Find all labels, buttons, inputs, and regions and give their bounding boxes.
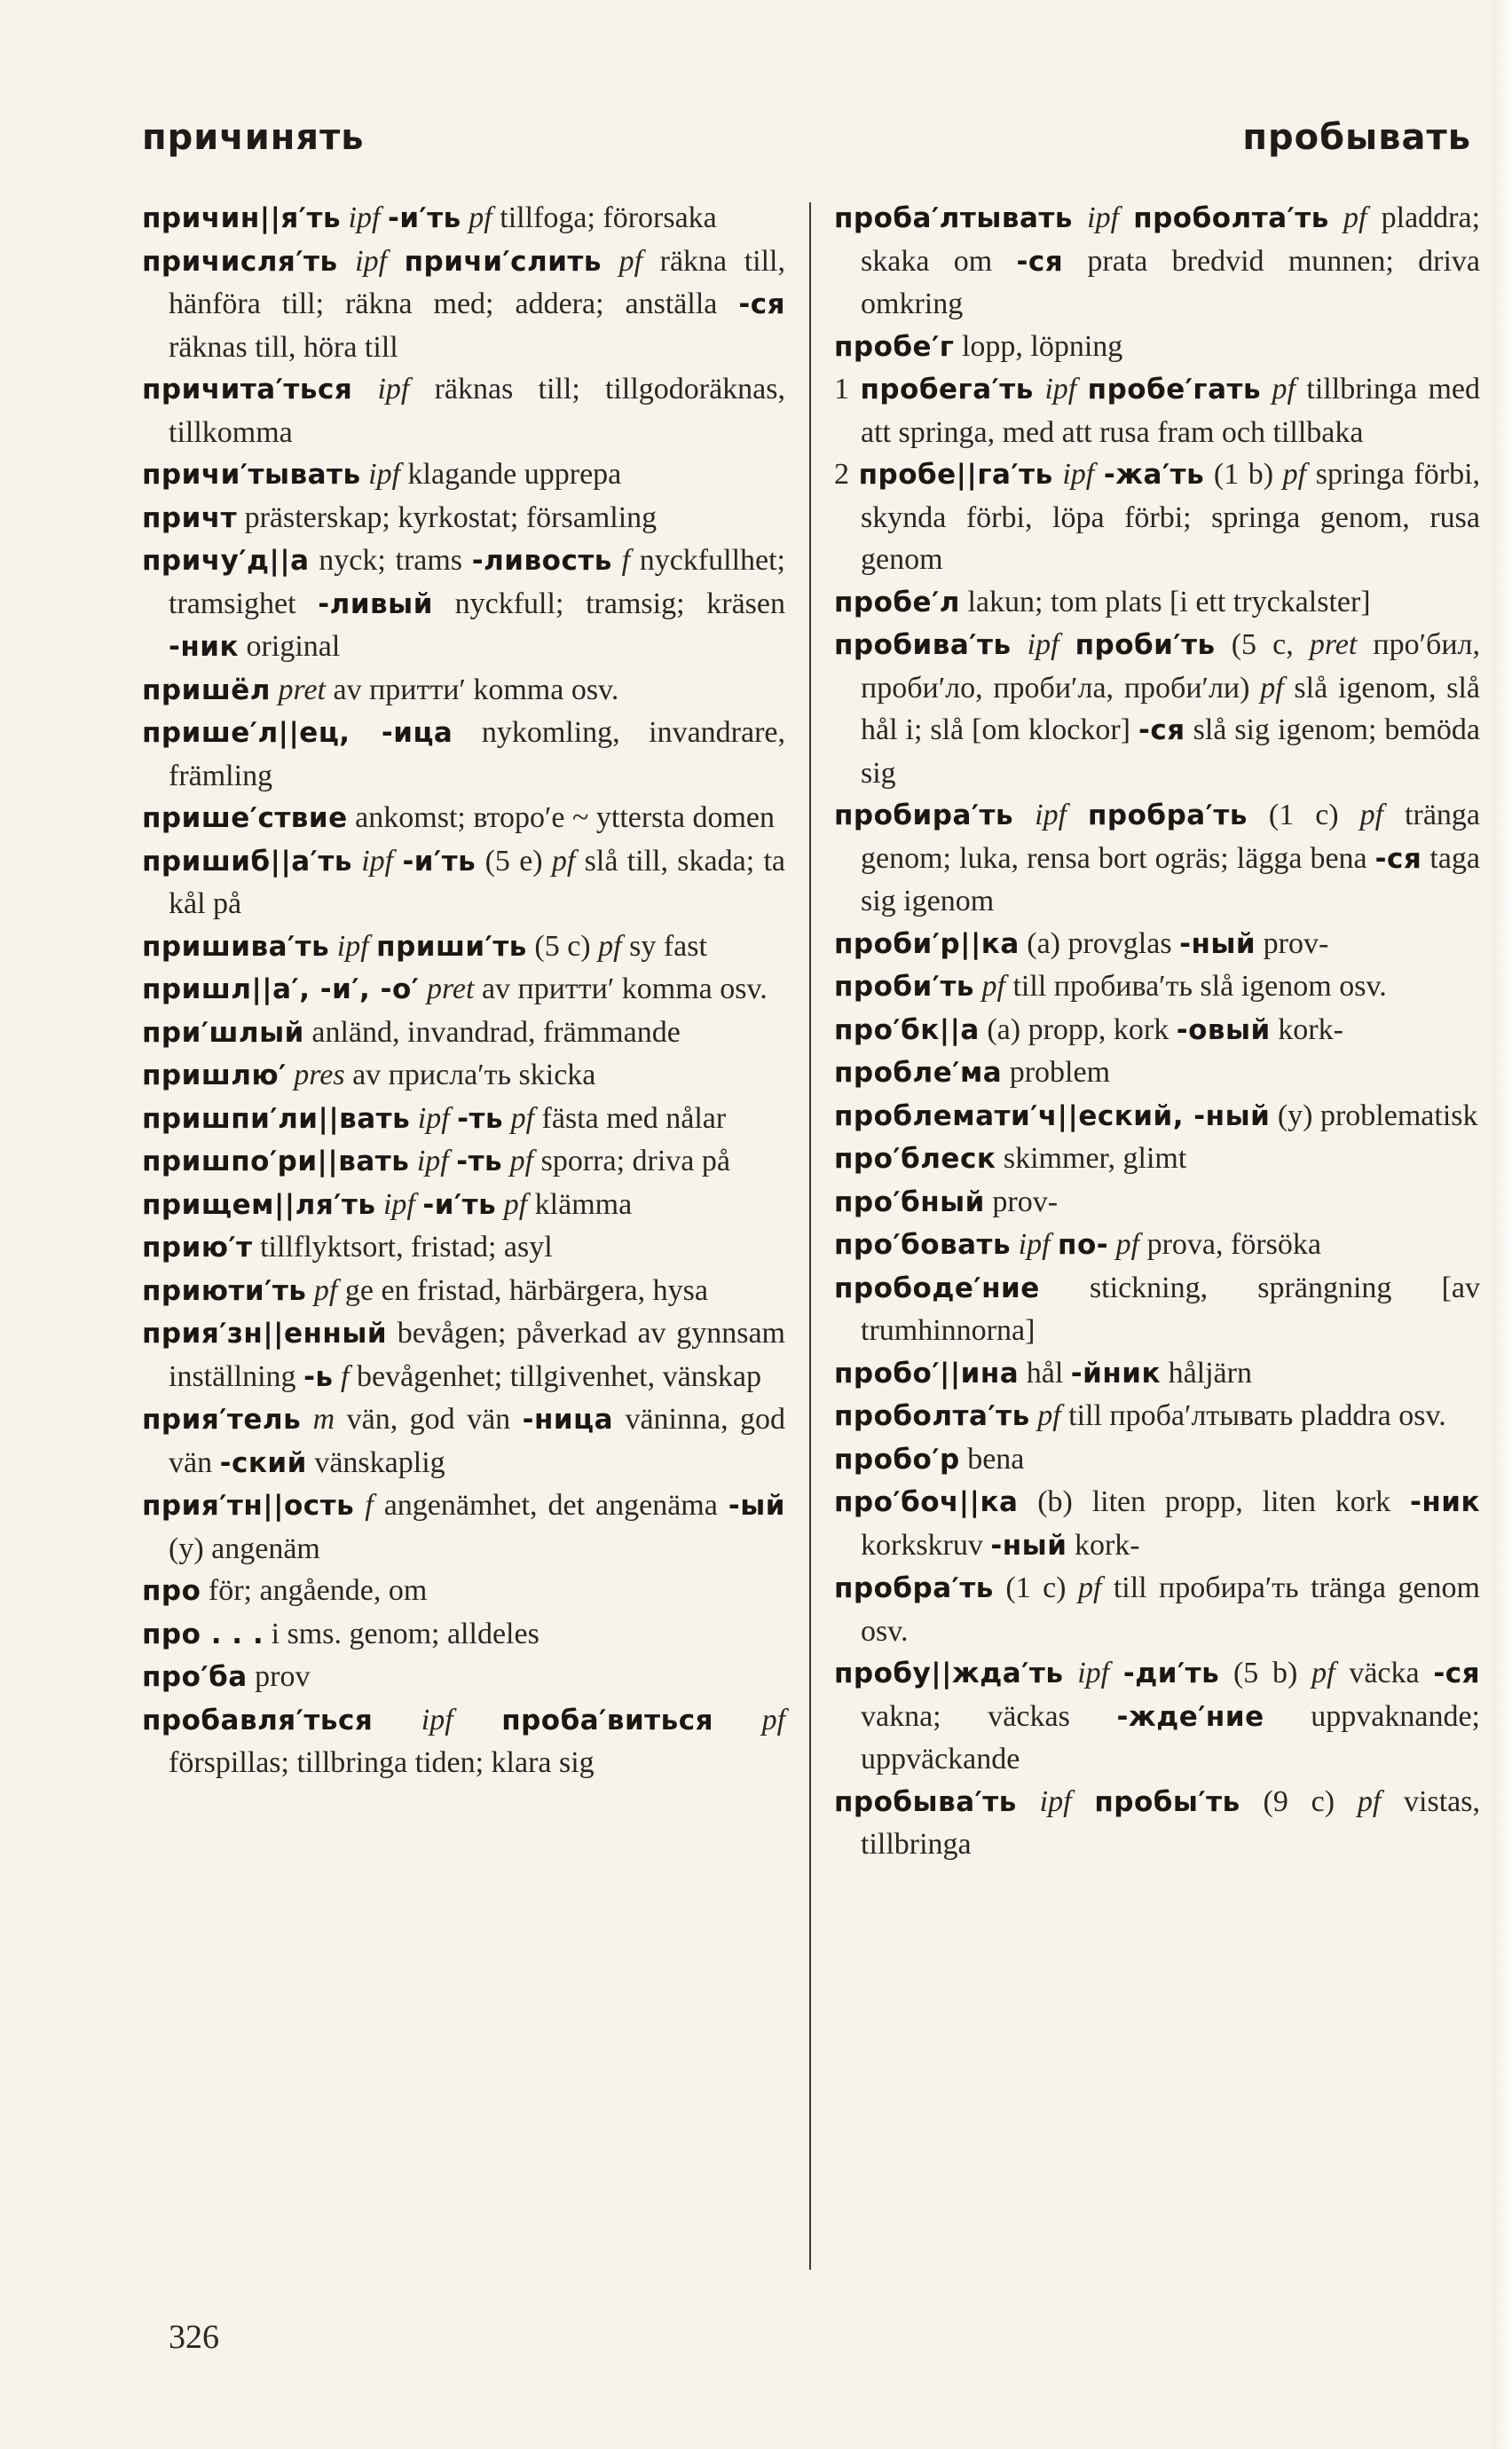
dictionary-entry: причу′д||а nyck; trams -ливость f nyckfullhet; tramsighet -ливый nyckfull; tramsig; kräsen -ник original: [142, 544, 786, 663]
dictionary-entry: причи′тывать ipf klagande upprepa: [142, 458, 622, 491]
dictionary-entry: пробыва′ть ipf пробы′ть (9 c) pf vistas, tillbringa: [834, 1784, 1481, 1861]
dictionary-entry: проболта′ть pf till проба′лтывать pladdra osv.: [834, 1399, 1446, 1432]
left-column: [142, 197, 785, 1784]
dictionary-entry: прише′ствие ankomst; второ′е ~ yttersta domen: [142, 801, 775, 834]
dictionary-entry: про′бный prov-: [834, 1185, 1059, 1218]
dictionary-entry: пришпо′ри||вать ipf -ть pf sporra; driva på: [142, 1145, 730, 1177]
dictionary-entry: пробу||жда′ть ipf -ди′ть (5 b) pf väcka -ся vakna; väckas -жде′ние uppvaknande; uppväckande: [834, 1657, 1480, 1776]
dictionary-entry: пробива′ть ipf проби′ть (5 c, pret про′бил, проби′ло, проби′ла, проби′ли) pf slå igenom, slå hål i; slå [om klockor] -ся slå sig igenom; bemöda sig: [834, 628, 1480, 790]
dictionary-entry: пришёл pret av притти′ komma osv.: [142, 673, 619, 706]
dictionary-entry: проби′ть pf till пробива′ть slå igenom osv.: [834, 970, 1387, 1003]
dictionary-entry: пришпи′ли||вать ipf -ть pf fästa med nålar: [142, 1101, 727, 1135]
dictionary-entry: пробе′л lakun; tom plats [i ett tryckalster]: [834, 585, 1371, 618]
dictionary-entry: приюти′ть pf ge en fristad, härbärgera, hysa: [142, 1273, 708, 1307]
dictionary-entry: 2 пробе||га′ть ipf -жа′ть (1 b) pf springa förbi, skynda förbi, löpa förbi; springa genom, rusa genom: [834, 458, 1481, 576]
dictionary-entry: причита′ться ipf räknas till; tillgodoräknas, tillkomma: [142, 373, 785, 449]
dictionary-entry: про . . . i sms. genom; alldeles: [142, 1617, 539, 1650]
dictionary-entry: пробо′||ина hål -йник håljärn: [834, 1356, 1252, 1390]
dictionary-entry: прия′тн||ость f angenämhet, det angenäma -ый (y) angenäm: [142, 1489, 785, 1565]
dictionary-entry: пришл||а′, -и′, -о′ pret av притти′ komma osv.: [142, 973, 768, 1005]
dictionary-entry: прия′зн||енный bevågen; påverkad av gynnsam inställning -ь f bevågenhet; tillgivenhet, vänskap: [142, 1317, 785, 1393]
dictionary-entry: пробо′р bena: [834, 1442, 1025, 1476]
page-edge: [1492, 0, 1512, 2449]
dictionary-entry: прия′тель m vän, god vän -ница väninna, god vän -ский vänskaplig: [142, 1403, 785, 1479]
dictionary-entry: причт prästerskap; kyrkostat; församling: [142, 500, 658, 534]
dictionary-entry: про′блеск skimmer, glimt: [834, 1142, 1187, 1175]
dictionary-entry: причисля′ть ipf причи′слить pf räkna till, hänföra till; räkna med; addera; anställa -ся räknas till, höra till: [142, 244, 785, 364]
dictionary-entry: прию′т tillflyktsort, fristad; asyl: [142, 1231, 553, 1264]
dictionary-entry: пришлю′ pres av присла′ть skicka: [142, 1059, 596, 1091]
dictionary-entry: про′бовать ipf по- pf prova, försöka: [834, 1228, 1321, 1261]
dictionary-entry: 1 пробега′ть ipf пробе′гать pf tillbringa med att springa, med att rusa fram och tillbaka: [834, 373, 1481, 449]
page-number: 326: [169, 2319, 219, 2356]
dictionary-entry: прише′л||ец, -ица nykomling, invandrare, främling: [142, 716, 786, 792]
dictionary-entry: проблемати′ч||еский, -ный (y) problematisk: [834, 1099, 1478, 1132]
column-divider: [809, 202, 811, 2270]
dictionary-entry: проби′р||ка (a) provglas -ный prov-: [834, 926, 1329, 960]
dictionary-entry: пришива′ть ipf приши′ть (5 c) pf sy fast: [142, 929, 707, 963]
running-head-left: причинять: [142, 117, 365, 158]
dictionary-entry: про′боч||ка (b) liten propp, liten kork -ник korkskruv -ный kork-: [834, 1485, 1480, 1562]
dictionary-entry: пробавля′ться ipf проба′виться pf förspillas; tillbringa tiden; klara sig: [142, 1703, 786, 1779]
dictionary-entry: проба′лтывать ipf проболта′ть pf pladdra; skaka om -ся prata bredvid munnen; driva omkring: [834, 201, 1481, 320]
dictionary-entry: причин||я′ть ipf -и′ть pf tillfoga; förorsaka: [142, 201, 717, 234]
dictionary-entry: пробира′ть ipf пробра′ть (1 c) pf tränga genom; luka, rensa bort ogräs; lägga bena -ся taga sig igenom: [834, 799, 1480, 917]
dictionary-entry: про för; angående, om: [142, 1574, 428, 1607]
dictionary-entry: про′ба prov: [142, 1660, 311, 1693]
dictionary-entry: при′шлый anländ, invandrad, främmande: [142, 1015, 681, 1049]
dictionary-entry: про′бк||а (a) propp, kork -овый kork-: [834, 1012, 1343, 1046]
dictionary-entry: пробра′ть (1 c) pf till пробира′ть tränga genom osv.: [834, 1571, 1480, 1648]
dictionary-entry: пришиб||а′ть ipf -и′ть (5 e) pf slå till, skada; ta kål på: [142, 844, 785, 920]
running-head-right: пробывать: [1242, 117, 1471, 158]
right-column: [834, 197, 1480, 1866]
dictionary-entry: прободе′ние stickning, sprängning [av trumhinnorna]: [834, 1271, 1480, 1347]
dictionary-entry: пробле′ма problem: [834, 1056, 1111, 1089]
dictionary-entry: пробе′г lopp, löpning: [834, 329, 1123, 363]
dictionary-entry: прищем||ля′ть ipf -и′ть pf klämma: [142, 1187, 633, 1221]
